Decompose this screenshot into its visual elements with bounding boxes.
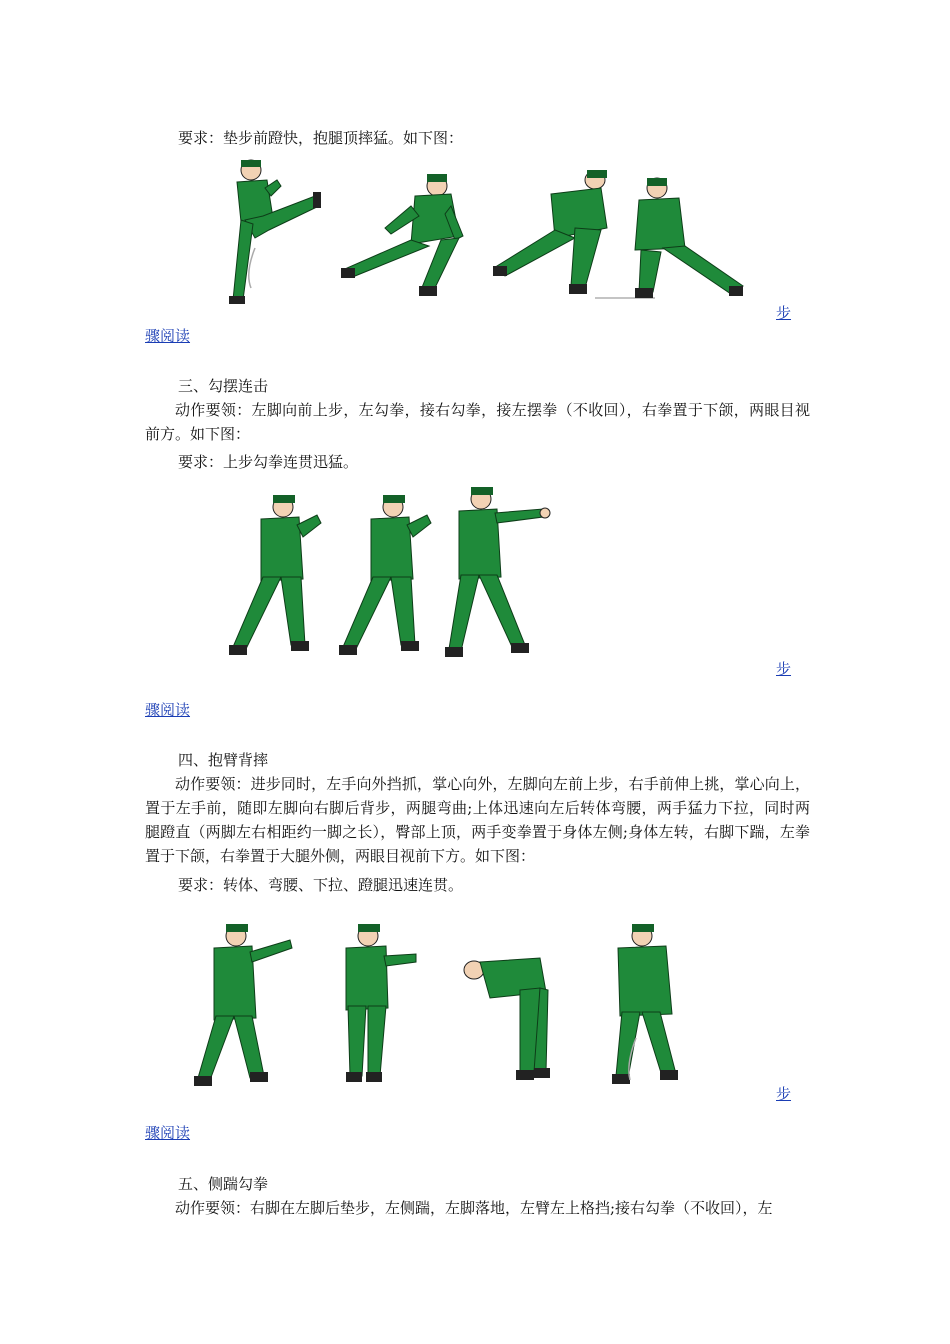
section4-step-link-part2[interactable]: 骤阅读	[145, 1124, 191, 1142]
punch-figure-2	[339, 495, 431, 655]
section4-step-link-part1[interactable]: 步	[776, 1085, 792, 1103]
section3-step-link-part2[interactable]: 骤阅读	[145, 701, 191, 719]
section3-title: 三、勾摆连击	[178, 377, 269, 395]
section5-action: 动作要领：右脚在左脚后垫步，左侧踹，左脚落地，左臂左上格挡;接右勾拳（不收回），左	[175, 1199, 773, 1217]
soldier-punch-sequence-icon	[225, 485, 555, 665]
section3-action: 动作要领：左脚向前上步，左勾拳，接右勾拳，接左摆拳（不收回），右拳置于下颌，两眼目视前方。如下图：	[145, 401, 810, 443]
section2-step-link-part1[interactable]: 步	[776, 304, 792, 322]
section3-figure	[225, 485, 555, 665]
section3-step-link-part1[interactable]: 步	[776, 660, 792, 678]
section4-action: 动作要领：进步同时，左手向外挡抓，掌心向外，左脚向左前上步，右手前伸上挑，掌心向上，置于左手前，随即左脚向右脚后背步，两腿弯曲;上体迅速向左后转体弯腰，两手猛力下拉，同时两腿蹬直（两脚左右相距约一脚之长），臀部上顶，两手变拳置于身体左侧;身体左转，右脚下踹，左拳置于下颌，右拳置于大腿外侧，两眼目视前下方。如下图：	[145, 775, 810, 865]
section4-figure	[190, 918, 690, 1093]
section2-figure	[215, 158, 760, 308]
section3-requirement: 要求：上步勾拳连贯迅猛。	[178, 453, 359, 471]
lunge-figure	[341, 174, 463, 296]
section4-requirement: 要求：转体、弯腰、下拉、蹬腿迅速连贯。	[178, 876, 464, 894]
section2-step-link-part2[interactable]: 骤阅读	[145, 327, 191, 345]
section2-requirement: 要求：垫步前蹬快，抱腿顶摔猛。如下图：	[178, 129, 464, 147]
soldier-kick-sequence-icon	[215, 158, 760, 308]
crouch-figure	[635, 178, 743, 298]
bend-figure	[493, 170, 655, 298]
throw-figure-3	[464, 958, 550, 1080]
throw-figure-2	[346, 924, 416, 1082]
throw-figure-4	[612, 924, 678, 1084]
kick-figure	[229, 160, 321, 304]
section4-title: 四、抱臂背摔	[178, 751, 269, 769]
throw-figure-1	[194, 924, 292, 1086]
punch-figure-1	[229, 495, 321, 655]
soldier-throw-sequence-icon	[190, 918, 690, 1093]
punch-figure-3	[445, 487, 550, 657]
section5-title: 五、侧踹勾拳	[178, 1175, 269, 1193]
